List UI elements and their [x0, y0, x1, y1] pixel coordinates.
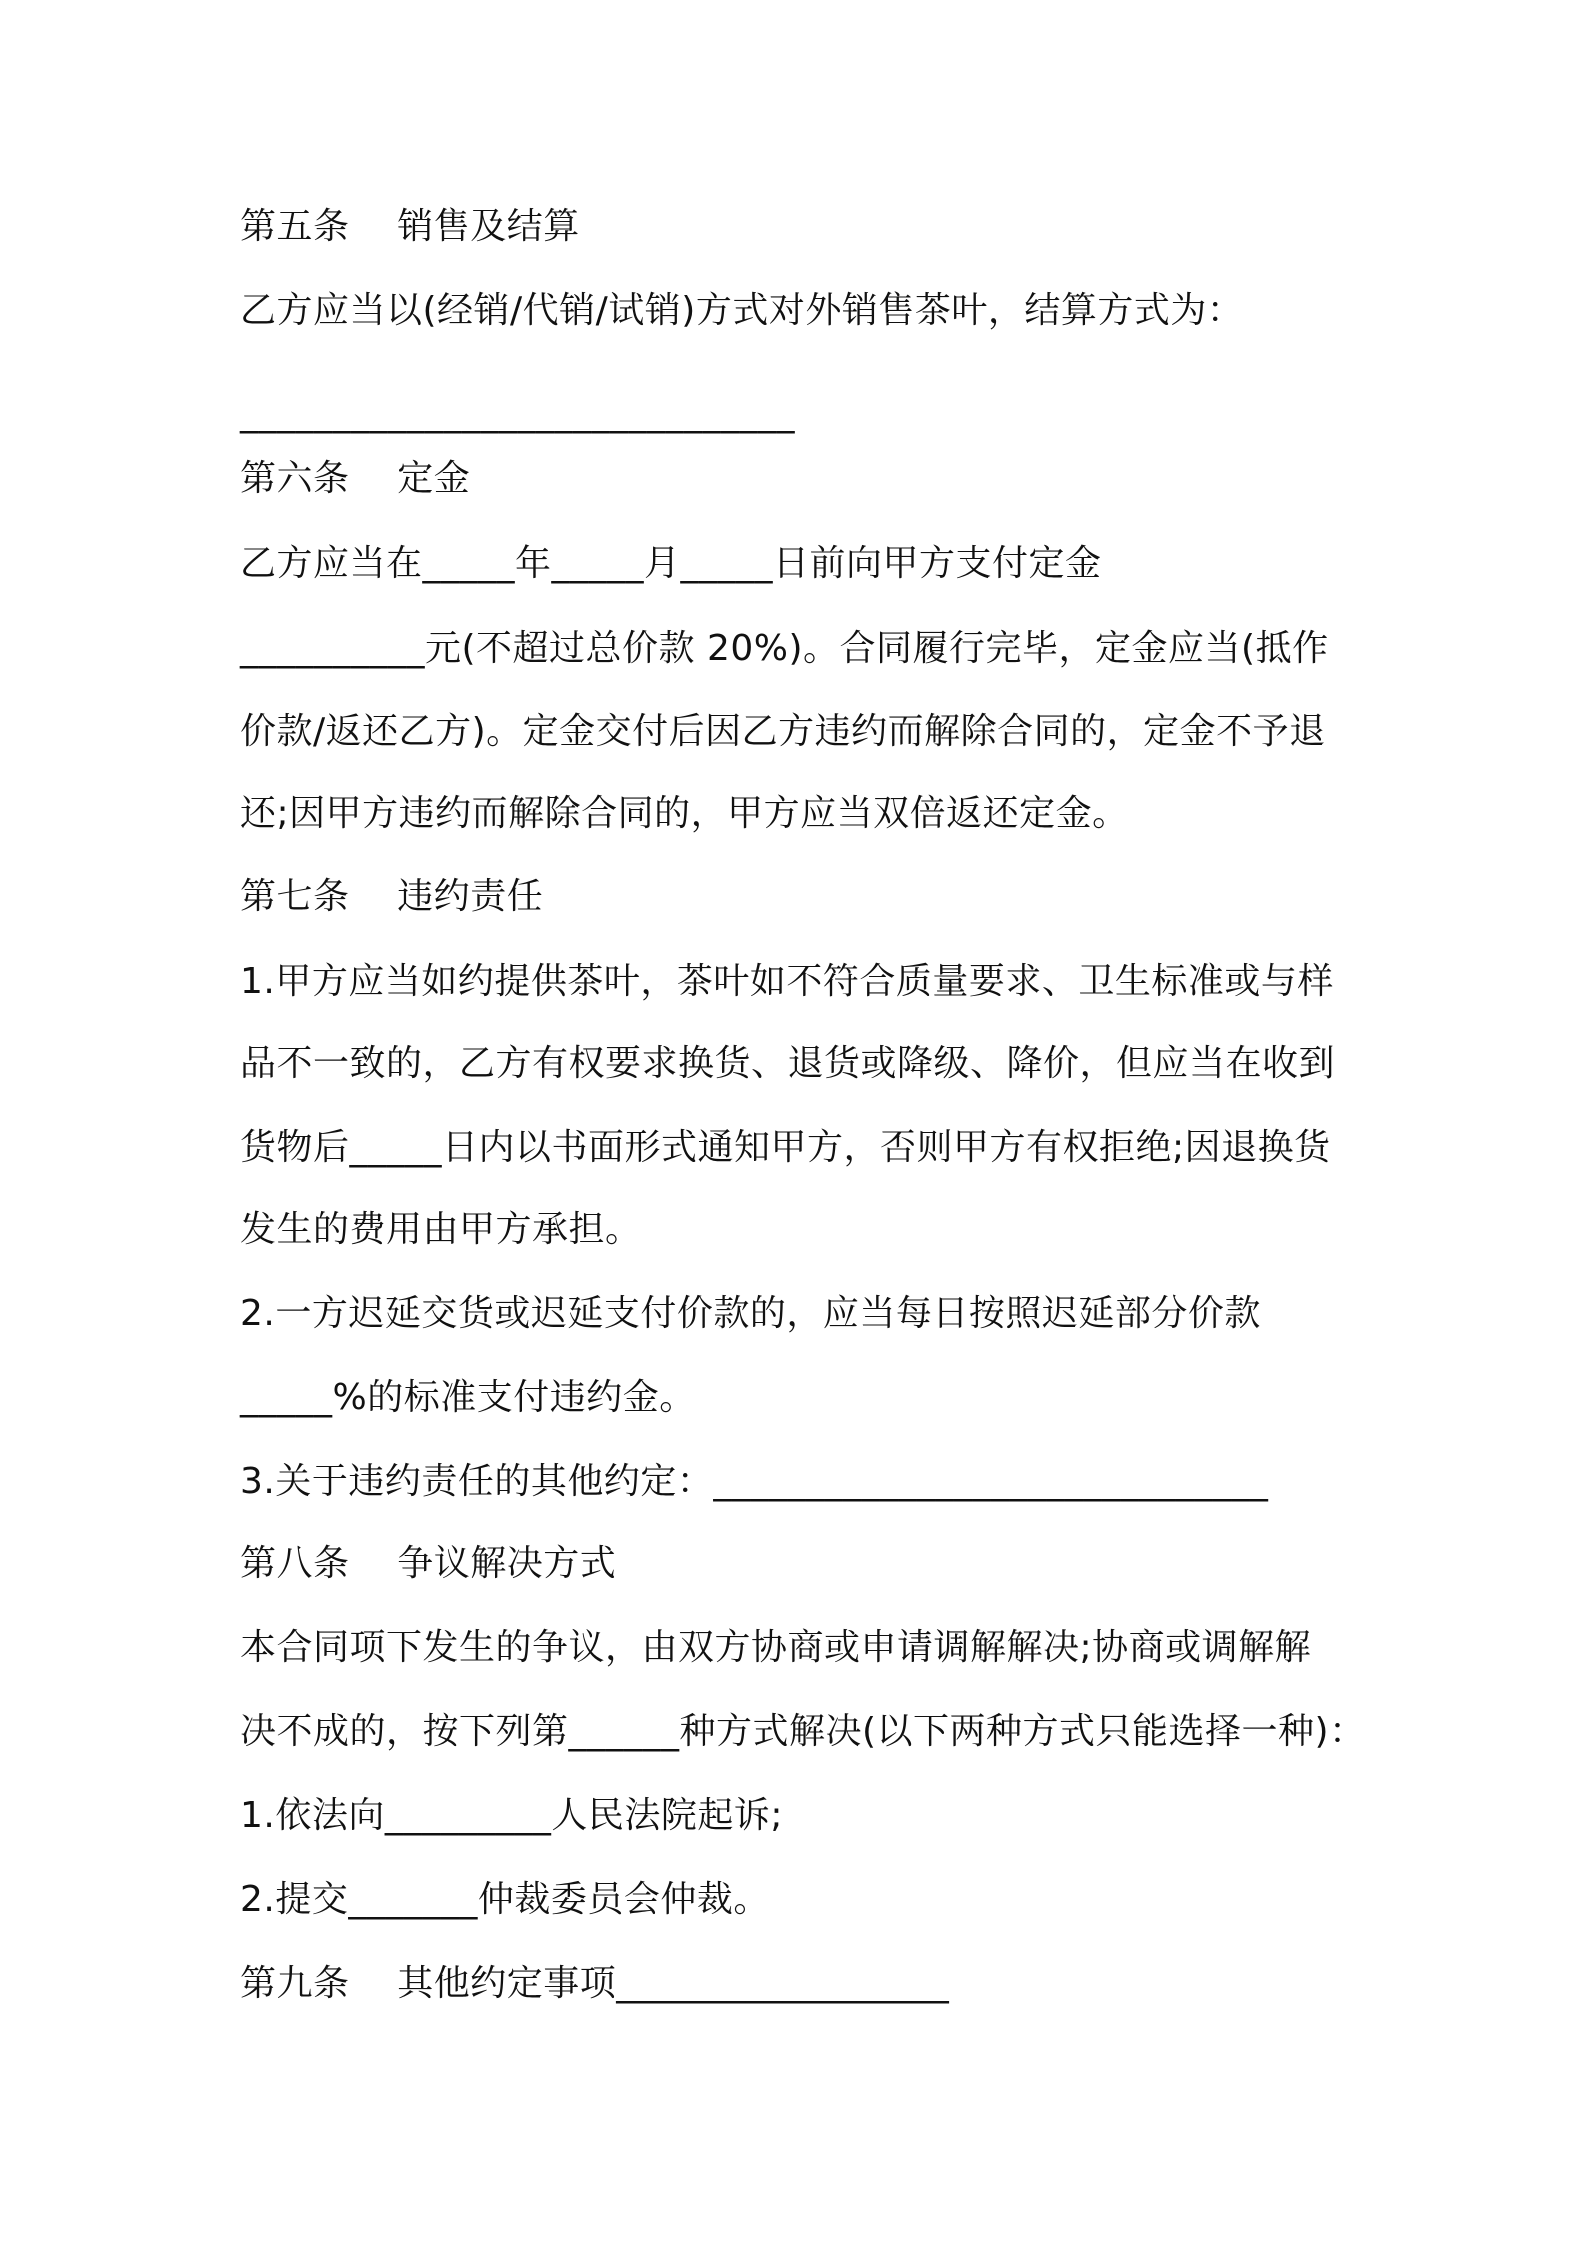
- article-7-item-1-line-3: 货物后_____日内以书面形式通知甲方，否则甲方有权拒绝;因退换货: [240, 1127, 1331, 1168]
- article-6-text-line-4: 还;因甲方违约而解除合同的，甲方应当双倍返还定金。: [240, 793, 1129, 834]
- article-7-item-3: 3.关于违约责任的其他约定：______________________________: [240, 1461, 1269, 1502]
- article-8-text-line-1: 本合同项下发生的争议，由双方协商或申请调解解决;协商或调解解: [240, 1627, 1312, 1668]
- article-6-text-line-2: __________元(不超过总价款 20%)。合同履行完毕，定金应当(抵作: [240, 628, 1329, 669]
- article-6-text-line-1: 乙方应当在_____年_____月_____日前向甲方支付定金: [240, 543, 1102, 584]
- article-7-heading: 第七条 违约责任: [240, 876, 544, 917]
- article-6-text-line-3: 价款/返还乙方)。定金交付后因乙方违约而解除合同的，定金不予退: [240, 711, 1326, 752]
- article-8-text-line-2: 决不成的，按下列第______种方式解决(以下两种方式只能选择一种)：: [240, 1711, 1366, 1752]
- article-8-heading: 第八条 争议解决方式: [240, 1543, 617, 1584]
- article-7-item-1-line-1: 1.甲方应当如约提供茶叶，茶叶如不符合质量要求、卫生标准或与样: [240, 961, 1334, 1002]
- article-7-item-2-line-2: _____%的标准支付违约金。: [240, 1377, 696, 1418]
- article-5-heading: 第五条 销售及结算: [240, 206, 580, 247]
- article-7-item-2-line-1: 2.一方迟延交货或迟延支付价款的，应当每日按照迟延部分价款: [240, 1293, 1261, 1334]
- article-6-heading: 第六条 定金: [240, 458, 471, 499]
- article-7-item-1-line-4: 发生的费用由甲方承担。: [240, 1209, 642, 1250]
- article-5-text: 乙方应当以(经销/代销/试销)方式对外销售茶叶，结算方式为：: [240, 290, 1244, 331]
- article-8-option-2: 2.提交_______仲裁委员会仲裁。: [240, 1879, 770, 1920]
- article-7-item-1-line-2: 品不一致的，乙方有权要求换货、退货或降级、降价，但应当在收到: [240, 1043, 1336, 1084]
- article-8-option-1: 1.依法向_________人民法院起诉;: [240, 1795, 783, 1836]
- article-9-heading: 第九条 其他约定事项__________________: [240, 1963, 950, 2004]
- settlement-blank: ______________________________: [240, 393, 795, 434]
